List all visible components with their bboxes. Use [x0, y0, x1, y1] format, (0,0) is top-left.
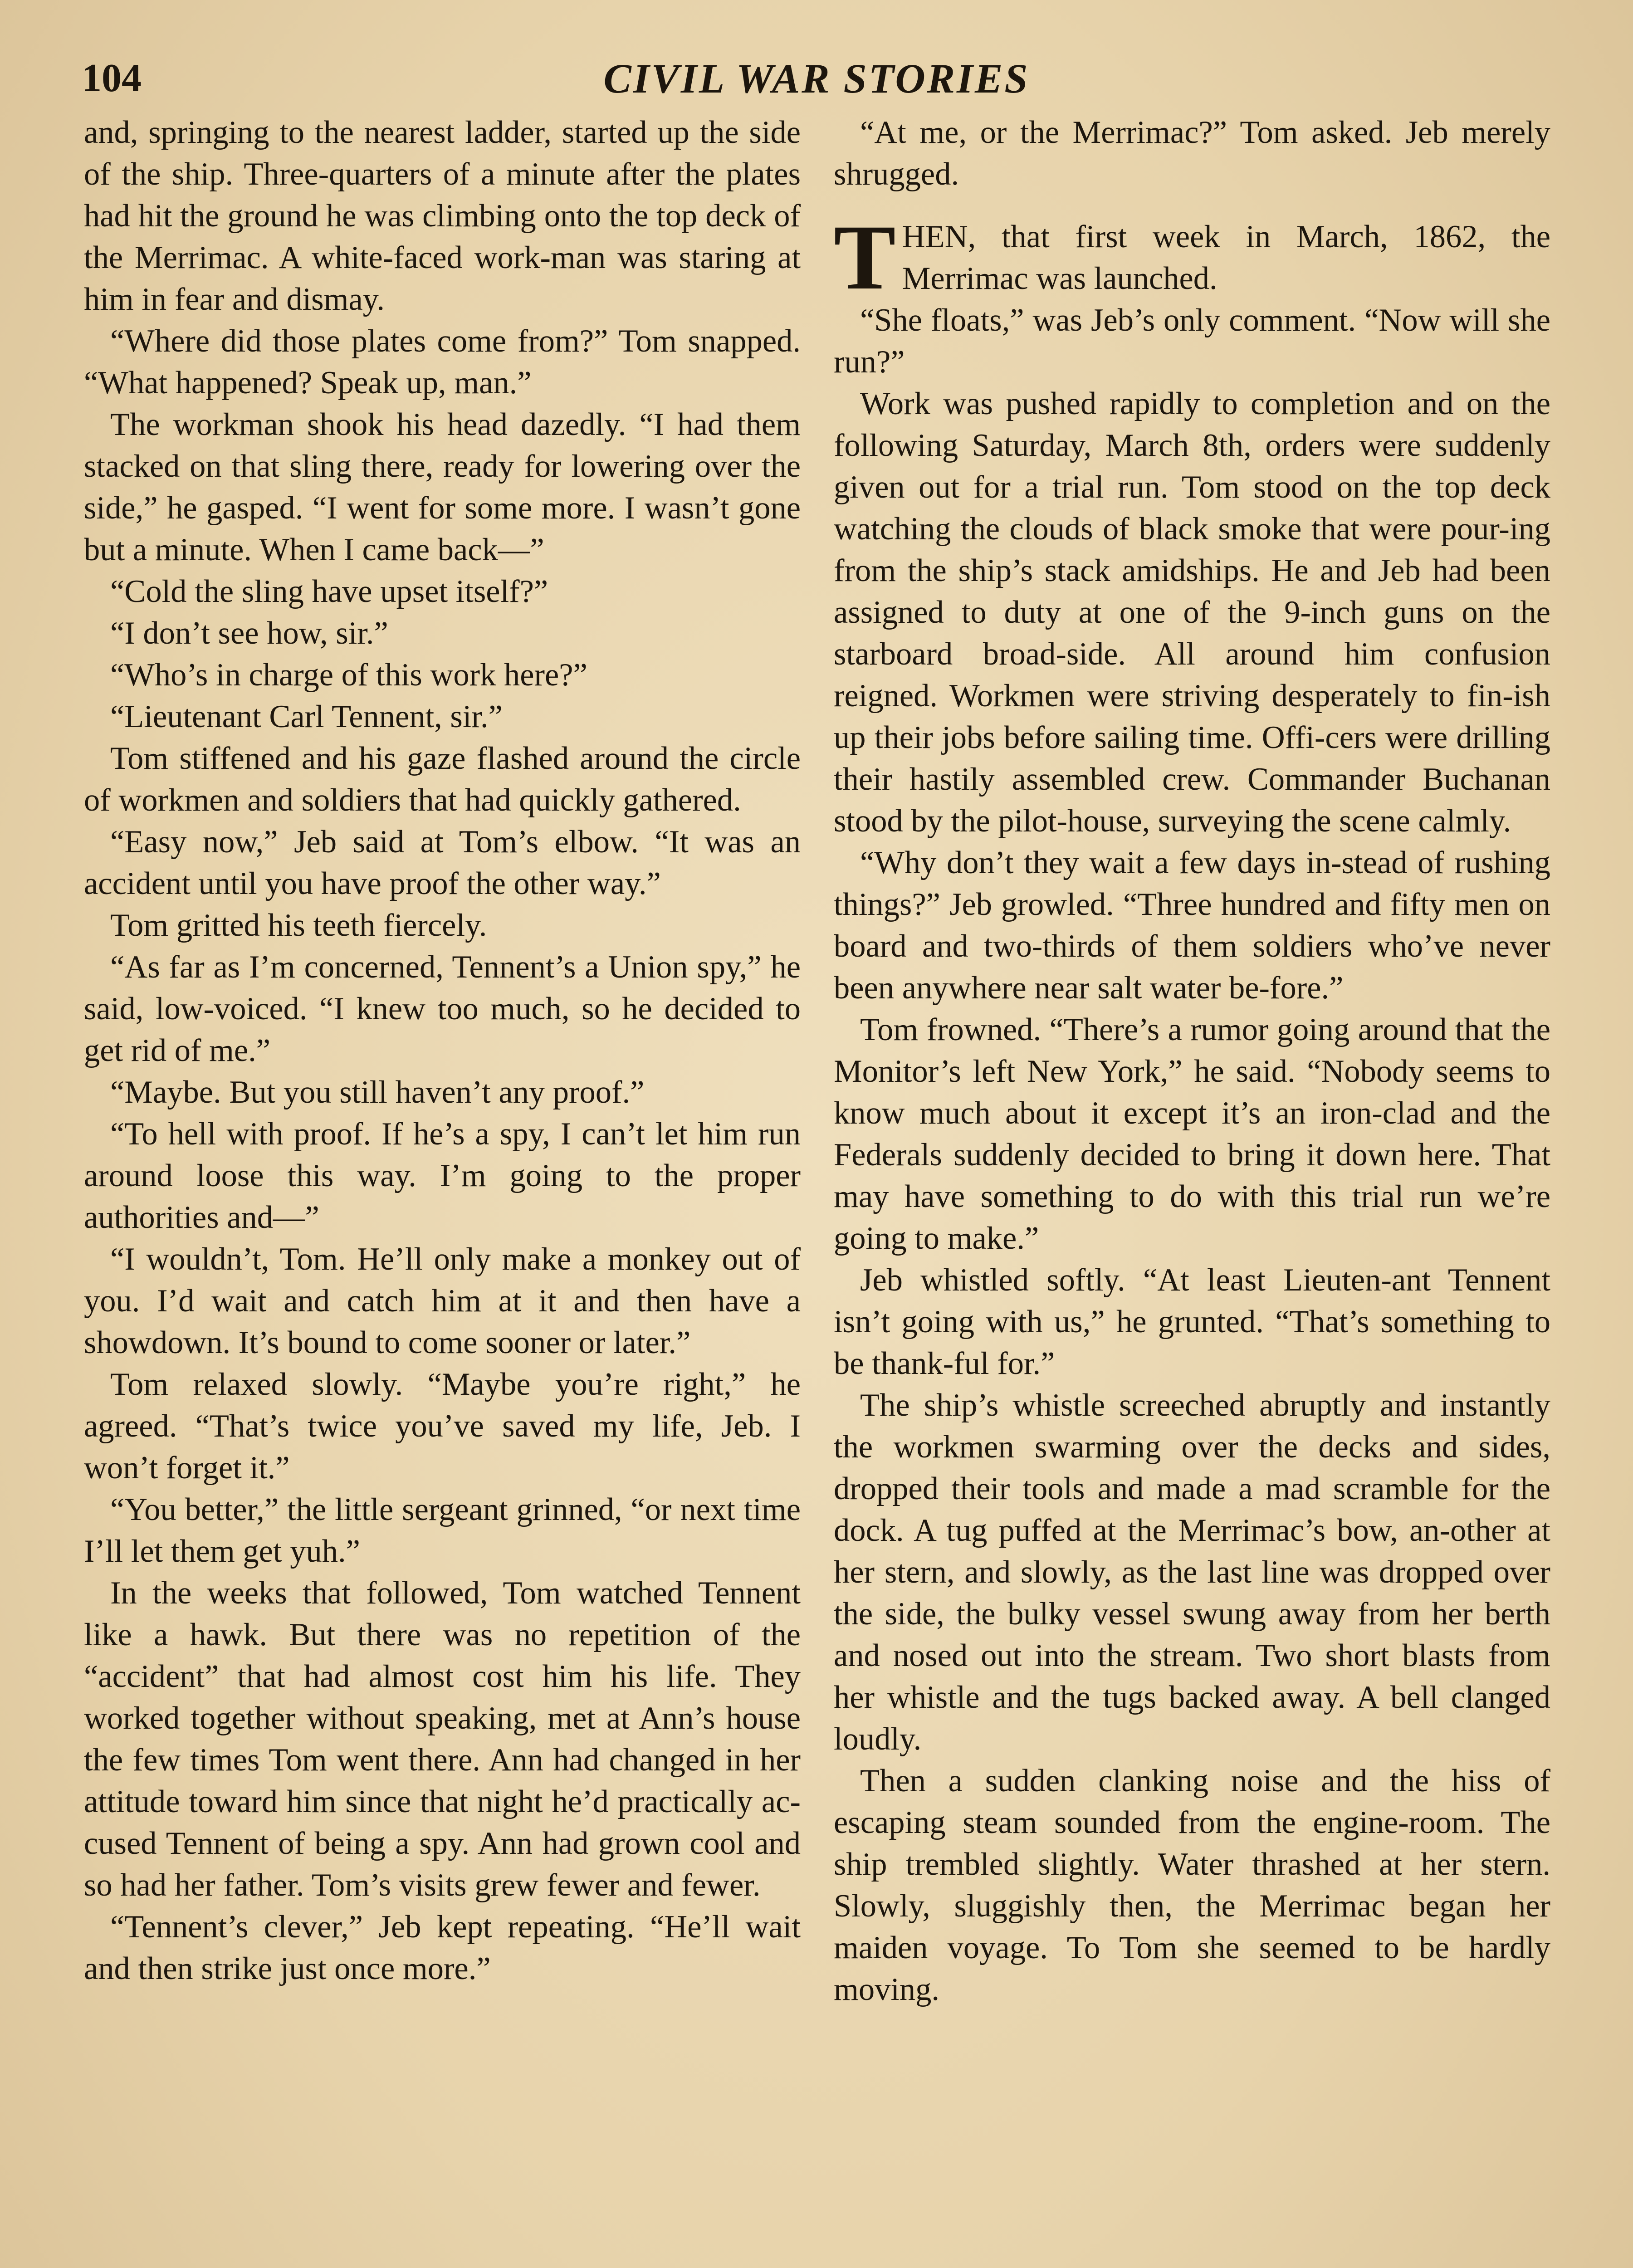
paragraph: “Where did those plates come from?” Tom snapped. “What happened? Speak up, man.” [84, 323, 801, 401]
paragraph: The ship’s whistle screeched abruptly and instantly the workmen swarming over the decks and sides, dropped their tools and made a mad scramble for the dock. A tug puffed at the Merrimac’s bow, an-other at her stern, and slowly, as the last line was dropped over the side, the bulky vessel swung away from her berth and nosed out into the stream. Two short blasts from her whistle and the tugs backed away. A bell clanged loudly. [834, 1388, 1550, 1757]
right-column [834, 112, 1550, 2010]
paragraph: “I wouldn’t, Tom. He’ll only make a monkey out of you. I’d wait and catch him at it and then have a showdown. It’s bound to come sooner or later.” [84, 1242, 801, 1360]
drop-cap: T [834, 206, 896, 309]
paragraph: Jeb whistled softly. “At least Lieuten-ant Tennent isn’t going with us,” he grunted. “That’s something to be thank-ful for.” [834, 1262, 1550, 1381]
paragraph: “Maybe. But you still haven’t any proof.” [110, 1075, 645, 1110]
paragraph: Tom stiffened and his gaze flashed around the circle of workmen and soldiers that had quickly gathered. [84, 741, 801, 818]
paragraph: “To hell with proof. If he’s a spy, I can’t let him run around loose this way. I’m going to the proper authorities and—” [84, 1116, 801, 1235]
paragraph: “I don’t see how, sir.” [110, 616, 388, 651]
paragraph: “Why don’t they wait a few days in-stead of rushing things?” Jeb growled. “Three hundred and fifty men on board and two-thirds of them soldiers who’ve never been anywhere near salt water be-fore.” [834, 845, 1550, 1006]
paragraph: Work was pushed rapidly to completion and on the following Saturday, March 8th, orders were suddenly given out for a trial run. Tom stood on the top deck watching the clouds of black smoke that were pour-ing from the ship’s stack amidships. He and Jeb had been assigned to duty at one of the 9-inch guns on the starboard broad-side. All around him confusion reigned. Workmen were striving desperately to fin-ish up their jobs before sailing time. Offi-cers were drilling their hastily assembled crew. Commander Buchanan stood by the pilot-house, surveying the scene calmly. [834, 386, 1550, 839]
paragraph: “At me, or the Merrimac?” Tom asked. Jeb merely shrugged. [834, 115, 1550, 192]
section-opening-paragraph [834, 206, 1550, 309]
paragraph: Tom gritted his teeth fiercely. [110, 908, 487, 943]
paragraph: Then a sudden clanking noise and the hiss of escaping steam sounded from the engine-room. The ship trembled slightly. Water thrashed at her stern. Slowly, sluggishly then, the Merrimac began her maiden voyage. To Tom she seemed to be hardly moving. [834, 1763, 1550, 2007]
paragraph: and, springing to the nearest ladder, started up the side of the ship. Three-quarters of a minute after the plates had hit the ground he was climbing onto the top deck of the Merrimac. A white-faced work-man was staring at him in fear and dismay. [84, 115, 801, 317]
paragraph: “Tennent’s clever,” Jeb kept repeating. “He’ll wait and then strike just once more.” [84, 1909, 801, 1986]
opening-text: HEN, that first week in March, 1862, the Merrimac was launched. [902, 219, 1550, 296]
running-title: CIVIL WAR STORIES [603, 55, 1030, 102]
paragraph: Tom relaxed slowly. “Maybe you’re right,” he agreed. “That’s twice you’ve saved my life, Jeb. I won’t forget it.” [84, 1367, 801, 1486]
paragraph: In the weeks that followed, Tom watched Tennent like a hawk. But there was no repetition of the “accident” that had almost cost him his life. They worked together without speaking, met at Ann’s house the few times Tom went there. Ann had changed in her attitude toward him since that night he’d practically ac-cused Tennent of being a spy. Ann had grown cool and so had her father. Tom’s visits grew fewer and fewer. [84, 1575, 801, 1903]
paragraph: The workman shook his head dazedly. “I had them stacked on that sling there, ready for lowering over the side,” he gasped. “I went for some more. I wasn’t gone but a minute. When I came back—” [84, 407, 801, 567]
paragraph: Tom frowned. “There’s a rumor going around that the Monitor’s left New York,” he said. “Nobody seems to know much about it except it’s an iron-clad and the Federals suddenly decided to bring it down here. That may have something to do with this trial run we’re going to make.” [834, 1012, 1550, 1256]
left-column [84, 112, 801, 1989]
paragraph: “Easy now,” Jeb said at Tom’s elbow. “It was an accident until you have proof the other way.” [84, 824, 801, 901]
page-number: 104 [82, 56, 142, 100]
paragraph: “Cold the sling have upset itself?” [110, 574, 548, 609]
paragraph: “You better,” the little sergeant grinned, “or next time I’ll let them get yuh.” [84, 1492, 801, 1569]
page-header [82, 54, 1551, 103]
paragraph: “Lieutenant Carl Tennent, sir.” [110, 699, 503, 734]
paragraph: “As far as I’m concerned, Tennent’s a Union spy,” he said, low-voiced. “I knew too much, so he decided to get rid of me.” [84, 949, 801, 1068]
paragraph: “She floats,” was Jeb’s only comment. “Now will she run?” [834, 303, 1550, 380]
paragraph: “Who’s in charge of this work here?” [110, 657, 587, 693]
